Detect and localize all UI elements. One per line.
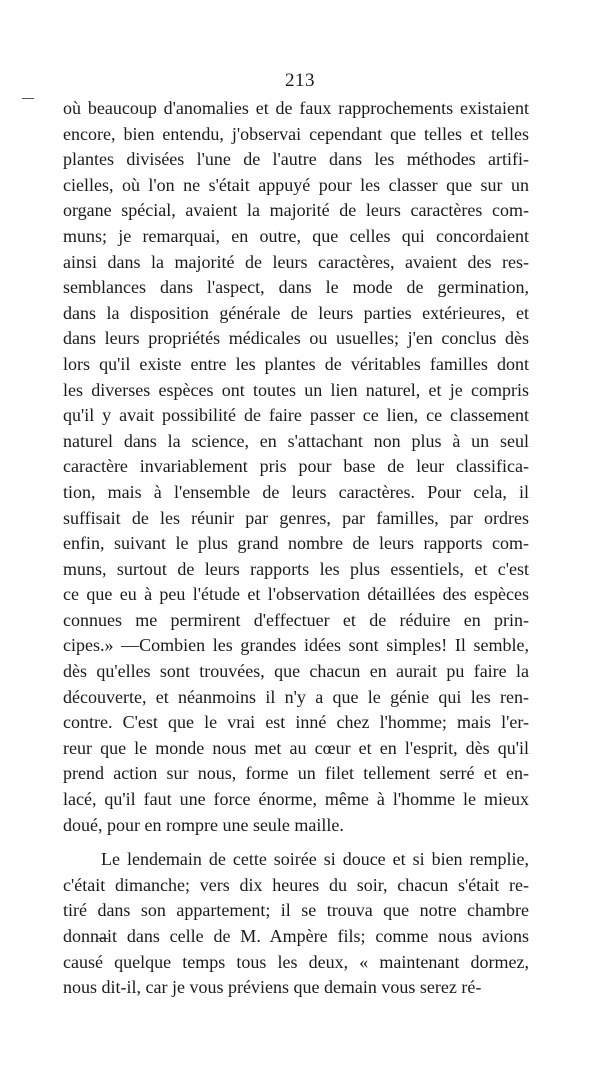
text-line: lors qu'il existe entre les plantes de véritables familles dont (63, 353, 529, 374)
text-line: où beaucoup d'anomalies et de faux rapprochements existaient (63, 98, 529, 118)
text-line: les diverses espèces ont toutes un lien naturel, et je compris (63, 379, 529, 400)
text-line: causé quelque temps tous les deux, « maintenant dormez, (63, 951, 529, 972)
text-line: naturel dans la science, en s'attachant non plus à un seul (63, 430, 529, 451)
text-line: c'était dimanche; vers dix heures du soir, chacun s'était re- (63, 874, 529, 895)
paragraph (63, 838, 529, 1001)
text-line: nous dit-il, car je vous préviens que demain vous serez ré- (63, 977, 482, 998)
text-line: reur que le monde nous met au cœur et en l'esprit, dès qu'il (63, 737, 529, 758)
text-line: muns; je remarquai, en outre, que celles qui concordaient (63, 225, 529, 246)
text-line: prend action sur nous, forme un filet tellement serré et en- (63, 763, 529, 784)
text-line: tion, mais à l'ensemble de leurs caractères. Pour cela, il (63, 481, 529, 502)
text-line: tiré dans son appartement; il se trouva que notre chambre (63, 900, 529, 921)
text-line: organe spécial, avaient la majorité de leurs caractères com- (63, 200, 529, 221)
body-text (63, 96, 529, 1001)
text-line: plantes divisées l'une de l'autre dans les méthodes artifi- (63, 149, 529, 170)
text-line: Le lendemain de cette soirée si douce et si bien remplie, (101, 849, 529, 870)
margin-mark (22, 98, 34, 99)
text-line: qu'il y avait possibilité de faire passer ce lien, ce classement (63, 405, 529, 426)
text-line: lacé, qu'il faut une force énorme, même à l'homme le mieux (63, 789, 529, 810)
paragraph (63, 96, 529, 838)
text-line: caractère invariablement pris pour base de leur classifica- (63, 456, 529, 477)
text-line: encore, bien entendu, j'observai cependant que telles et telles (63, 123, 529, 144)
text-line: muns, surtout de leurs rapports les plus essentiels, et c'est (63, 558, 529, 579)
text-line: dès qu'elles sont trouvées, que chacun en aurait pu faire la (63, 661, 529, 682)
text-line: doué, pour en rompre une seule maille. (63, 814, 344, 835)
text-line: donnait dans celle de M. Ampère fils; comme nous avions (63, 926, 529, 946)
text-line: dans leurs propriétés médicales ou usuelles; j'en conclus dès (63, 328, 529, 349)
paragraph-gap (63, 838, 529, 847)
text-line: dans la disposition générale de leurs parties extérieures, et (63, 302, 529, 323)
text-line: ainsi dans la majorité de leurs caractères, avaient des res- (63, 251, 529, 272)
text-line: semblances dans l'aspect, dans le mode de germination, (63, 277, 529, 298)
page-number: 213 (285, 70, 315, 91)
text-line: suffisait de les réunir par genres, par familles, par ordres (63, 507, 529, 528)
text-line: enfin, suivant le plus grand nombre de leurs rapports com- (63, 533, 529, 554)
text-line: cipes.» —Combien les grandes idées sont simples! Il semble, (63, 635, 529, 656)
text-line: connues me permirent d'effectuer et de réduire en prin- (63, 609, 529, 630)
text-line: découverte, et néanmoins il n'y a que le génie qui les ren- (63, 686, 529, 707)
text-line: ce que eu à peu l'étude et l'observation détaillées des espèces (63, 584, 529, 605)
text-line: cielles, où l'on ne s'était appuyé pour les classer que sur un (63, 174, 529, 195)
text-line: contre. C'est que le vrai est inné chez l'homme; mais l'er- (63, 712, 529, 733)
